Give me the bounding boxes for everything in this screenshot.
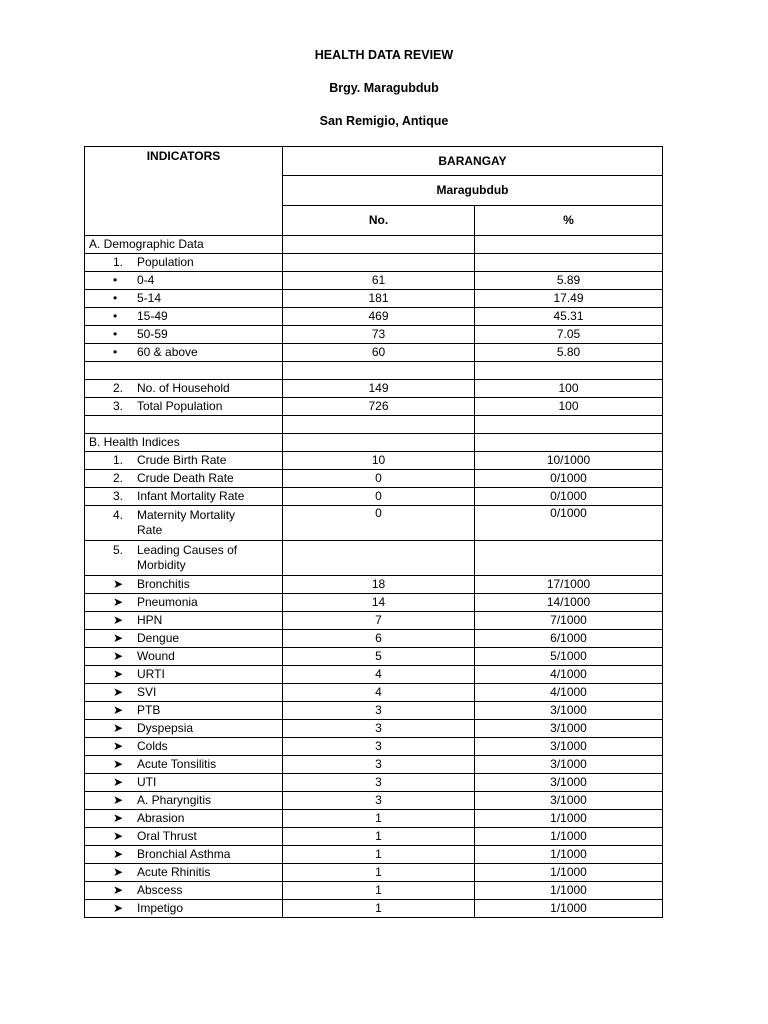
empty-cell [283,434,475,452]
table-row [85,864,663,882]
bullet-icon: • [113,327,118,341]
count-cell: 726 [283,398,475,416]
arrow-bullet-icon: ➤ [113,847,124,861]
arrow-bullet-icon: ➤ [113,901,124,915]
row-label: Abrasion [137,811,185,825]
percent-cell: 0/1000 [475,506,663,541]
section-b-label: B. Health Indices [85,434,283,452]
population-group [85,308,283,326]
row-label: SVI [137,685,157,699]
rate-cell: 4/1000 [475,666,663,684]
morbidity-cause [85,720,283,738]
morbidity-cause [85,864,283,882]
percent-cell: 17.49 [475,290,663,308]
count-cell: 3 [283,720,475,738]
list-number: 1. [113,453,124,467]
count-cell: 4 [283,684,475,702]
rate-cell: 1/1000 [475,810,663,828]
rate-cell: 17/1000 [475,576,663,594]
row-label: A. Pharyngitis [137,793,212,807]
morbidity-cause [85,846,283,864]
barangay-subtitle: Brgy. Maragubdub [329,81,439,95]
table-row [85,810,663,828]
count-cell: 3 [283,774,475,792]
table-row [85,720,663,738]
list-number: 2. [113,381,124,395]
count-cell: 7 [283,612,475,630]
table-row [85,290,663,308]
rate-cell: 3/1000 [475,792,663,810]
bullet-icon: • [113,309,118,323]
arrow-bullet-icon: ➤ [113,775,124,789]
count-cell: 60 [283,344,475,362]
spacer-row [85,362,663,380]
section-row [85,434,663,452]
arrow-bullet-icon: ➤ [113,703,124,717]
rate-cell: 1/1000 [475,846,663,864]
row-label: Abscess [137,883,183,897]
row-label: Total Population [137,399,223,413]
count-cell: 1 [283,864,475,882]
population-group [85,290,283,308]
row-label: HPN [137,613,163,627]
row-label: Oral Thrust [137,829,197,843]
rate-cell: 6/1000 [475,630,663,648]
rate-cell: 3/1000 [475,774,663,792]
count-cell: 1 [283,828,475,846]
row-label: Wound [137,649,175,663]
bullet-icon: • [113,273,118,287]
table-row [85,792,663,810]
table-row [85,488,663,506]
arrow-bullet-icon: ➤ [113,793,124,807]
count-cell: 1 [283,810,475,828]
count-cell: 149 [283,380,475,398]
indicator-label [85,488,283,506]
table-row [85,452,663,470]
count-cell: 1 [283,846,475,864]
table-row [85,272,663,290]
count-cell: 73 [283,326,475,344]
rate-cell: 1/1000 [475,828,663,846]
empty-cell [475,362,663,380]
percent-cell [475,541,663,576]
count-cell: 3 [283,792,475,810]
rate-cell: 1/1000 [475,882,663,900]
row-label: Population [137,255,194,269]
table-row [85,882,663,900]
percent-cell: 7.05 [475,326,663,344]
health-data-table [84,146,663,918]
row-label: UTI [137,775,157,789]
morbidity-cause [85,684,283,702]
table-row [85,576,663,594]
count-cell: 4 [283,666,475,684]
bullet-icon: • [113,345,118,359]
empty-cell [475,254,663,272]
row-label: Crude Death Rate [137,471,234,485]
percent-cell: 100 [475,398,663,416]
morbidity-cause [85,666,283,684]
row-label: 60 & above [137,345,198,359]
list-number: 5. [113,543,124,557]
empty-cell [283,416,475,434]
morbidity-cause [85,828,283,846]
barangay-header: BARANGAY [283,147,663,176]
arrow-bullet-icon: ➤ [113,577,124,591]
empty-cell [85,362,283,380]
table-row [85,254,663,272]
list-number: 4. [113,508,124,522]
percent-cell: 0/1000 [475,470,663,488]
rate-cell: 5/1000 [475,648,663,666]
list-number: 1. [113,255,124,269]
count-cell: 5 [283,648,475,666]
rate-cell: 14/1000 [475,594,663,612]
table-row [85,774,663,792]
indicator-label [85,541,283,576]
empty-cell [283,254,475,272]
table-row [85,380,663,398]
table-row [85,612,663,630]
spacer-row [85,416,663,434]
empty-cell [283,362,475,380]
table-row [85,594,663,612]
bullet-icon: • [113,291,118,305]
count-cell: 1 [283,882,475,900]
row-label: Acute Tonsilitis [137,757,217,771]
no-column-header: No. [283,206,475,236]
percent-cell: 5.89 [475,272,663,290]
row-label-line2: Rate [137,523,163,537]
morbidity-cause [85,810,283,828]
empty-cell [283,236,475,254]
morbidity-cause [85,738,283,756]
rate-cell: 3/1000 [475,702,663,720]
arrow-bullet-icon: ➤ [113,739,124,753]
row-label-line1: Maternity Mortality [137,508,236,522]
count-cell: 0 [283,470,475,488]
morbidity-cause [85,702,283,720]
row-label: Colds [137,739,168,753]
count-cell: 10 [283,452,475,470]
count-cell: 14 [283,594,475,612]
row-label: Dengue [137,631,180,645]
morbidity-cause [85,612,283,630]
row-label: Infant Mortality Rate [137,489,245,503]
morbidity-cause [85,792,283,810]
row-label: 15-49 [137,309,168,323]
row-label: 5-14 [137,291,162,305]
indicator-label [85,380,283,398]
table-row [85,666,663,684]
count-cell: 1 [283,900,475,918]
percent-column-header: % [475,206,663,236]
row-label: Bronchial Asthma [137,847,231,861]
table-row [85,756,663,774]
percent-cell: 45.31 [475,308,663,326]
row-label-line2: Morbidity [137,558,186,572]
row-label: PTB [137,703,161,717]
count-cell [283,541,475,576]
empty-cell [475,434,663,452]
empty-cell [475,236,663,254]
arrow-bullet-icon: ➤ [113,829,124,843]
barangay-subheader: Maragubdub [283,176,663,206]
count-cell: 469 [283,308,475,326]
section-a-label: A. Demographic Data [85,236,283,254]
arrow-bullet-icon: ➤ [113,865,124,879]
rate-cell: 1/1000 [475,864,663,882]
rate-cell: 7/1000 [475,612,663,630]
population-group [85,344,283,362]
count-cell: 0 [283,488,475,506]
morbidity-cause [85,756,283,774]
rate-cell: 3/1000 [475,738,663,756]
arrow-bullet-icon: ➤ [113,649,124,663]
list-number: 3. [113,399,124,413]
indicator-label [85,506,283,541]
table-row [85,398,663,416]
row-label: Acute Rhinitis [137,865,211,879]
count-cell: 6 [283,630,475,648]
arrow-bullet-icon: ➤ [113,811,124,825]
table-row [85,308,663,326]
rate-cell: 4/1000 [475,684,663,702]
count-cell: 18 [283,576,475,594]
row-label: Pneumonia [137,595,198,609]
rate-cell: 3/1000 [475,720,663,738]
arrow-bullet-icon: ➤ [113,721,124,735]
row-label: Dyspepsia [137,721,194,735]
list-number: 3. [113,489,124,503]
arrow-bullet-icon: ➤ [113,883,124,897]
indicators-header: INDICATORS [85,147,283,236]
count-cell: 0 [283,506,475,541]
row-label-line1: Leading Causes of [137,543,238,557]
percent-cell: 100 [475,380,663,398]
table-row [85,846,663,864]
table-row [85,326,663,344]
population-group [85,326,283,344]
row-label: 50-59 [137,327,168,341]
table-row [85,630,663,648]
row-label: Bronchitis [137,577,190,591]
table-row [85,684,663,702]
percent-cell: 5.80 [475,344,663,362]
row-label: Crude Birth Rate [137,453,227,467]
rate-cell: 1/1000 [475,900,663,918]
count-cell: 61 [283,272,475,290]
row-label: 0-4 [137,273,155,287]
count-cell: 3 [283,738,475,756]
population-label [85,254,283,272]
morbidity-cause [85,594,283,612]
percent-cell: 10/1000 [475,452,663,470]
morbidity-cause [85,648,283,666]
population-group [85,272,283,290]
table-row [85,541,663,576]
count-cell: 3 [283,702,475,720]
row-label: Impetigo [137,901,184,915]
arrow-bullet-icon: ➤ [113,595,124,609]
table-row [85,506,663,541]
count-cell: 3 [283,756,475,774]
page-title: HEALTH DATA REVIEW [314,48,454,62]
morbidity-cause [85,576,283,594]
table-row [85,738,663,756]
table-row [85,702,663,720]
table-row [85,828,663,846]
arrow-bullet-icon: ➤ [113,757,124,771]
table-row [85,900,663,918]
indicator-label [85,398,283,416]
table-row [85,470,663,488]
table-row [85,648,663,666]
section-row [85,236,663,254]
indicator-label [85,452,283,470]
rate-cell: 3/1000 [475,756,663,774]
row-label: No. of Household [137,381,230,395]
row-label: URTI [137,667,165,681]
morbidity-cause [85,630,283,648]
arrow-bullet-icon: ➤ [113,631,124,645]
location-subtitle: San Remigio, Antique [319,114,449,128]
morbidity-cause [85,882,283,900]
empty-cell [475,416,663,434]
count-cell: 181 [283,290,475,308]
morbidity-cause [85,774,283,792]
empty-cell [85,416,283,434]
arrow-bullet-icon: ➤ [113,613,124,627]
list-number: 2. [113,471,124,485]
table-row [85,344,663,362]
arrow-bullet-icon: ➤ [113,685,124,699]
arrow-bullet-icon: ➤ [113,667,124,681]
indicator-label [85,470,283,488]
percent-cell: 0/1000 [475,488,663,506]
morbidity-cause [85,900,283,918]
